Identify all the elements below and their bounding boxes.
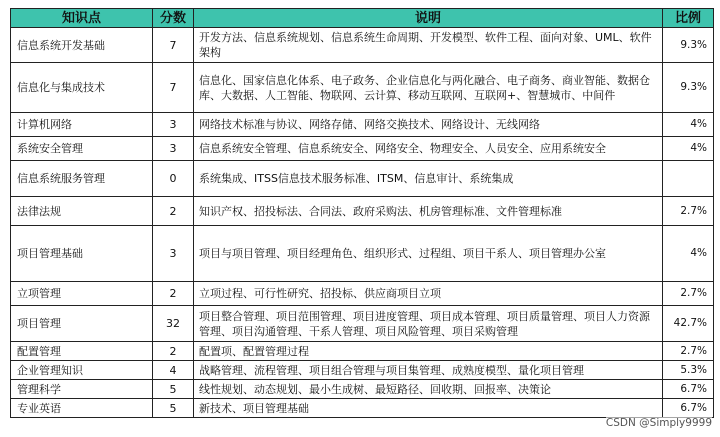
ratio-cell: 9.3% (663, 28, 714, 63)
score-cell: 7 (153, 28, 194, 63)
topic-cell: 配置管理 (11, 342, 153, 361)
ratio-cell: 4% (663, 113, 714, 137)
topic-cell: 信息化与集成技术 (11, 63, 153, 113)
table-row (11, 342, 714, 361)
table-row (11, 361, 714, 380)
score-cell: 5 (153, 380, 194, 399)
table-row (11, 63, 714, 113)
topic-cell: 企业管理知识 (11, 361, 153, 380)
score-cell: 3 (153, 226, 194, 282)
header-desc: 说明 (194, 9, 663, 28)
ratio-cell (663, 161, 714, 197)
score-cell: 7 (153, 63, 194, 113)
table-row (11, 380, 714, 399)
topic-cell: 计算机网络 (11, 113, 153, 137)
watermark-label: CSDN @Simply9999 (605, 417, 712, 429)
desc-cell: 项目整合管理、项目范围管理、项目进度管理、项目成本管理、项目质量管理、项目人力资源管理、项目沟通管理、干系人管理、项目风险管理、项目采购管理 (194, 306, 663, 342)
desc-cell: 立项过程、可行性研究、招投标、供应商项目立项 (194, 282, 663, 306)
ratio-cell: 9.3% (663, 63, 714, 113)
topic-cell: 法律法规 (11, 197, 153, 226)
topic-cell: 项目管理基础 (11, 226, 153, 282)
desc-cell: 战略管理、流程管理、项目组合管理与项目集管理、成熟度模型、量化项目管理 (194, 361, 663, 380)
desc-cell: 配置项、配置管理过程 (194, 342, 663, 361)
score-cell: 3 (153, 113, 194, 137)
score-cell: 5 (153, 399, 194, 418)
topic-cell: 信息系统开发基础 (11, 28, 153, 63)
table-row (11, 28, 714, 63)
header-topic: 知识点 (11, 9, 153, 28)
table-row (11, 226, 714, 282)
knowledge-table (10, 8, 714, 418)
desc-cell: 信息化、国家信息化体系、电子政务、企业信息化与两化融合、电子商务、商业智能、数据仓库、大数据、人工智能、物联网、云计算、移动互联网、互联网+、智慧城市、中间件 (194, 63, 663, 113)
desc-cell: 信息系统安全管理、信息系统安全、网络安全、物理安全、人员安全、应用系统安全 (194, 137, 663, 161)
desc-cell: 项目与项目管理、项目经理角色、组织形式、过程组、项目干系人、项目管理办公室 (194, 226, 663, 282)
table-row (11, 113, 714, 137)
header-score: 分数 (153, 9, 194, 28)
ratio-cell: 6.7% (663, 380, 714, 399)
table-row (11, 282, 714, 306)
topic-cell: 信息系统服务管理 (11, 161, 153, 197)
ratio-cell: 2.7% (663, 342, 714, 361)
ratio-cell: 5.3% (663, 361, 714, 380)
topic-cell: 专业英语 (11, 399, 153, 418)
desc-cell: 知识产权、招投标法、合同法、政府采购法、机房管理标准、文件管理标准 (194, 197, 663, 226)
score-cell: 2 (153, 282, 194, 306)
desc-cell: 开发方法、信息系统规划、信息系统生命周期、开发模型、软件工程、面向对象、UML、软件架构 (194, 28, 663, 63)
topic-cell: 系统安全管理 (11, 137, 153, 161)
score-cell: 2 (153, 342, 194, 361)
header-ratio: 比例 (663, 9, 714, 28)
topic-cell: 管理科学 (11, 380, 153, 399)
score-cell: 3 (153, 137, 194, 161)
desc-cell: 线性规划、动态规划、最小生成树、最短路径、回收期、回报率、决策论 (194, 380, 663, 399)
ratio-cell: 2.7% (663, 197, 714, 226)
ratio-cell: 4% (663, 137, 714, 161)
ratio-cell: 2.7% (663, 282, 714, 306)
table-row (11, 137, 714, 161)
desc-cell: 系统集成、ITSS信息技术服务标准、ITSM、信息审计、系统集成 (194, 161, 663, 197)
table-row (11, 197, 714, 226)
desc-cell: 网络技术标准与协议、网络存储、网络交换技术、网络设计、无线网络 (194, 113, 663, 137)
table-row (11, 161, 714, 197)
topic-cell: 立项管理 (11, 282, 153, 306)
table-row (11, 306, 714, 342)
score-cell: 4 (153, 361, 194, 380)
topic-cell: 项目管理 (11, 306, 153, 342)
score-cell: 32 (153, 306, 194, 342)
ratio-cell: 42.7% (663, 306, 714, 342)
ratio-cell: 4% (663, 226, 714, 282)
table-header-row (11, 9, 714, 28)
table-row (11, 399, 714, 418)
desc-cell: 新技术、项目管理基础 (194, 399, 663, 418)
score-cell: 2 (153, 197, 194, 226)
ratio-cell: 6.7% (663, 399, 714, 418)
score-cell: 0 (153, 161, 194, 197)
